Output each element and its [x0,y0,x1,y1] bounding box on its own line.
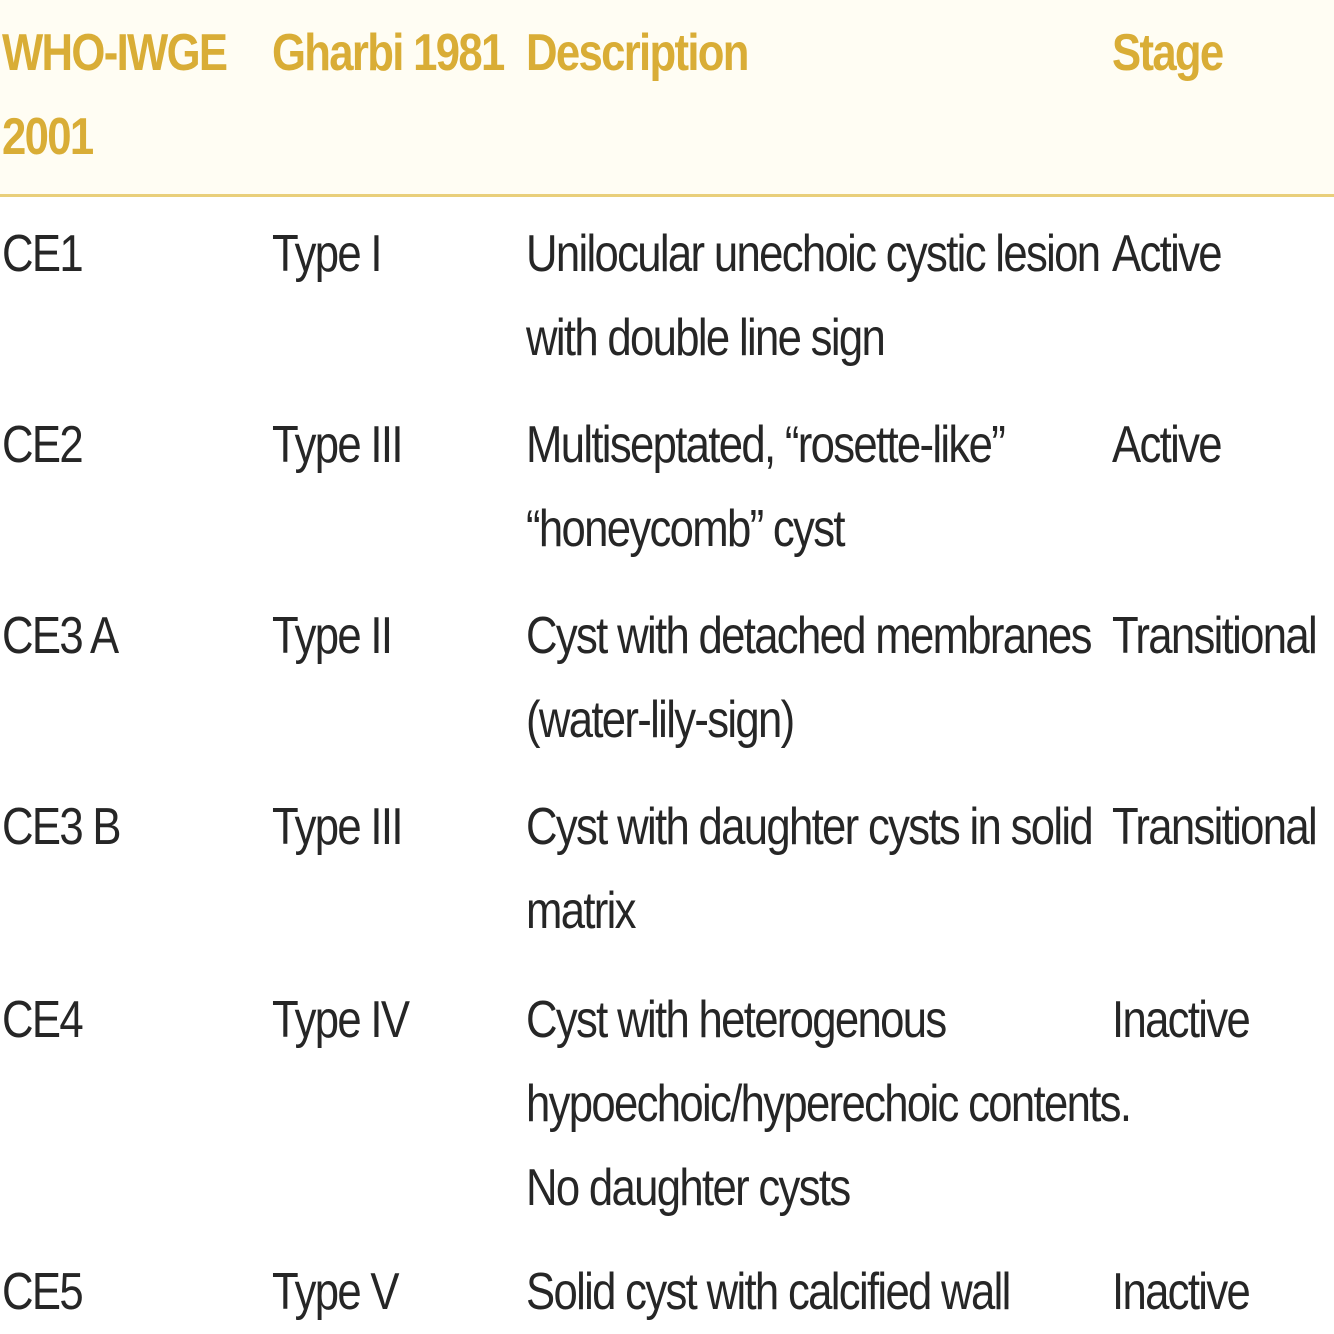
cell-stage: Active [1112,225,1221,283]
description-line: No daughter cysts [526,1159,850,1217]
cell-description [526,594,1091,762]
cell-stage: Inactive [1112,1263,1250,1321]
description-line: (water-lily-sign) [526,691,794,749]
cell-gharbi: Type III [272,798,402,856]
cell-gharbi: Type I [272,225,381,283]
cell-stage: Transitional [1112,798,1317,856]
cell-gharbi: Type V [272,1263,398,1321]
table-header [0,0,1334,197]
cell-who: CE3 B [2,798,120,856]
cell-description [526,978,1130,1230]
cell-who: CE3 A [2,607,118,665]
description-line: Cyst with detached membranes [526,607,1091,665]
cell-who: CE2 [2,416,82,474]
header-gharbi: Gharbi 1981 [272,24,504,82]
description-line: hypoechoic/hyperechoic contents. [526,1075,1131,1133]
description-line: Solid cyst with calcified wall [526,1263,1010,1321]
header-stage: Stage [1112,24,1223,82]
description-line: matrix [526,882,635,940]
cell-stage: Active [1112,416,1221,474]
description-line: Unilocular unechoic cystic lesion [526,225,1100,283]
header-who-iwge-year: 2001 [2,108,93,166]
description-line: Multiseptated, “rosette-like” [526,416,1005,474]
cell-who: CE4 [2,991,82,1049]
cell-stage: Inactive [1112,991,1250,1049]
cell-gharbi: Type III [272,416,402,474]
cell-who: CE5 [2,1263,82,1321]
header-description: Description [526,24,748,82]
description-line: with double line sign [526,309,885,367]
cell-description [526,1250,1010,1334]
cell-stage: Transitional [1112,607,1317,665]
cell-gharbi: Type IV [272,991,409,1049]
header-who-iwge: WHO-IWGE [2,24,227,82]
cell-description [526,403,1004,571]
description-line: Cyst with heterogenous [526,991,946,1049]
description-line: “honeycomb” cyst [526,500,844,558]
description-line: Cyst with daughter cysts in solid [526,798,1093,856]
cell-description [526,785,1092,953]
cell-who: CE1 [2,225,82,283]
cell-gharbi: Type II [272,607,392,665]
cell-description [526,212,1099,380]
